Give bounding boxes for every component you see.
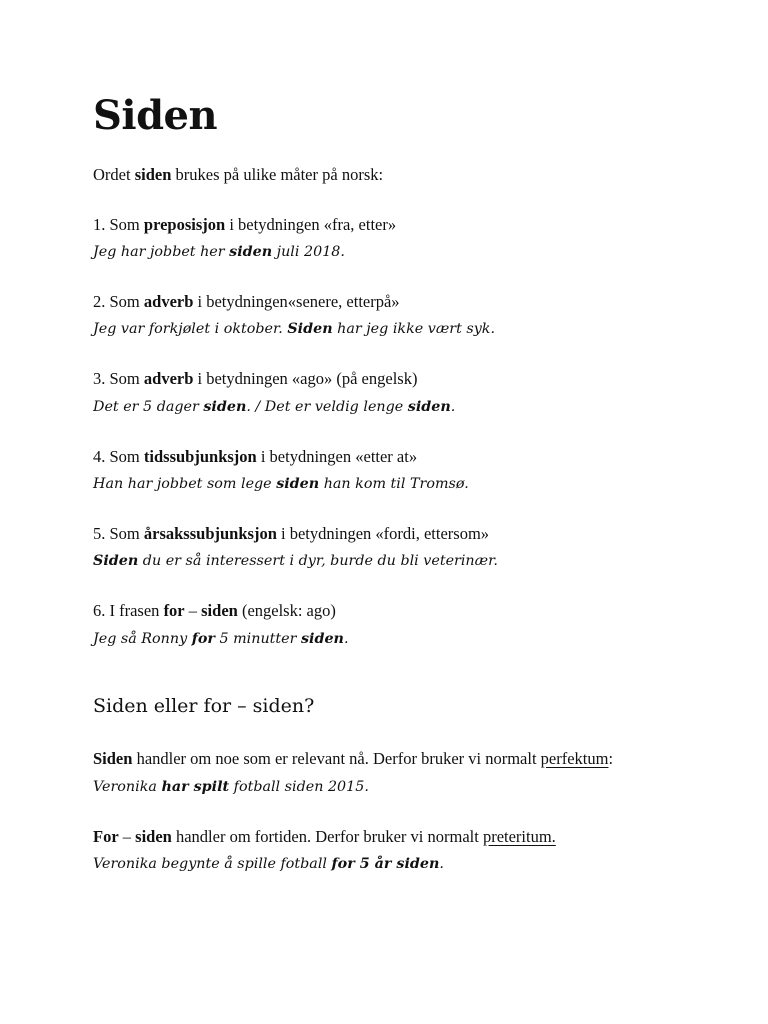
example-text: fotball siden 2015. — [229, 779, 369, 795]
example-keyword: for 5 år siden — [331, 856, 440, 872]
usage-meaning: i betydningen«senere, etterpå» — [193, 292, 400, 311]
example-text: Veronika — [93, 779, 162, 795]
example-keyword: siden — [203, 399, 247, 415]
usage-meaning: (engelsk: ago) — [237, 601, 336, 620]
section-example-1 — [93, 776, 369, 798]
example-keyword: har spilt — [161, 779, 230, 795]
usage-term: årsakssubjunksjon — [143, 524, 277, 543]
usage-item-2 — [93, 291, 400, 313]
example-text: . / Det er veldig lenge — [246, 399, 408, 415]
example-keyword: siden — [229, 244, 273, 260]
usage-term: siden — [201, 601, 238, 620]
example-keyword: Siden — [287, 321, 333, 337]
usage-number: 4. Som — [93, 447, 144, 466]
example-text: . — [450, 399, 456, 415]
example-3 — [93, 396, 455, 418]
example-keyword: Siden — [93, 553, 139, 569]
section-paragraph-1 — [93, 748, 613, 770]
intro-text: Ordet — [93, 165, 135, 184]
usage-number: 2. Som — [93, 292, 144, 311]
usage-term: adverb — [143, 292, 194, 311]
example-text: Jeg var forkjølet i oktober. — [93, 321, 288, 337]
example-text: Jeg har jobbet her — [93, 244, 230, 260]
example-text: du er så interessert i dyr, burde du bli veterinær. — [138, 553, 498, 569]
usage-meaning: i betydningen «fra, etter» — [225, 215, 397, 234]
example-keyword: siden — [407, 399, 451, 415]
page-title: Siden — [93, 92, 218, 139]
usage-term: preposisjon — [143, 215, 226, 234]
intro-text: brukes på ulike måter på norsk: — [171, 165, 384, 184]
example-5 — [93, 550, 498, 572]
section-paragraph-2 — [93, 826, 556, 848]
example-keyword: siden — [276, 476, 320, 492]
section-example-2 — [93, 853, 444, 875]
example-keyword: for — [191, 631, 215, 647]
example-text: han kom til Tromsø. — [319, 476, 469, 492]
usage-meaning: i betydningen «etter at» — [256, 447, 418, 466]
paragraph-term: siden — [135, 827, 172, 846]
usage-dash: – — [184, 601, 202, 620]
paragraph-text: : — [608, 749, 614, 768]
example-1 — [93, 241, 345, 263]
example-keyword: siden — [300, 631, 344, 647]
usage-meaning: i betydningen «ago» (på engelsk) — [193, 369, 418, 388]
example-text: Det er 5 dager — [93, 399, 204, 415]
intro-term: siden — [134, 165, 172, 184]
example-text: . — [343, 631, 349, 647]
example-4 — [93, 473, 469, 495]
example-6 — [93, 628, 349, 650]
section-heading: Siden eller for – siden? — [93, 695, 315, 717]
usage-number: 1. Som — [93, 215, 144, 234]
example-text: juli 2018. — [272, 244, 345, 260]
paragraph-text: handler om fortiden. Derfor bruker vi normalt — [171, 827, 483, 846]
example-text: Han har jobbet som lege — [93, 476, 277, 492]
example-text: . — [439, 856, 444, 872]
usage-item-6 — [93, 600, 336, 622]
paragraph-term: For — [93, 827, 119, 846]
paragraph-text: handler om noe som er relevant nå. Derfor bruker vi normalt — [132, 749, 541, 768]
usage-item-5 — [93, 523, 489, 545]
example-text: Jeg så Ronny — [93, 631, 192, 647]
usage-term: for — [163, 601, 185, 620]
usage-term: tidssubjunksjon — [143, 447, 257, 466]
example-text: Veronika begynte å spille fotball — [93, 856, 332, 872]
example-2 — [93, 318, 495, 340]
perfektum-link[interactable]: perfektum — [540, 749, 609, 768]
usage-meaning: i betydningen «fordi, ettersom» — [276, 524, 490, 543]
usage-number: 5. Som — [93, 524, 144, 543]
usage-term: adverb — [143, 369, 194, 388]
usage-item-1 — [93, 214, 396, 236]
paragraph-term: Siden — [93, 749, 133, 768]
usage-number: 6. I frasen — [93, 601, 164, 620]
example-text: 5 minutter — [214, 631, 301, 647]
intro-line — [93, 164, 383, 186]
paragraph-dash: – — [118, 827, 136, 846]
usage-item-3 — [93, 368, 417, 390]
preteritum-link[interactable]: preteritum. — [482, 827, 556, 846]
usage-number: 3. Som — [93, 369, 144, 388]
example-text: har jeg ikke vært syk. — [332, 321, 496, 337]
usage-item-4 — [93, 446, 417, 468]
